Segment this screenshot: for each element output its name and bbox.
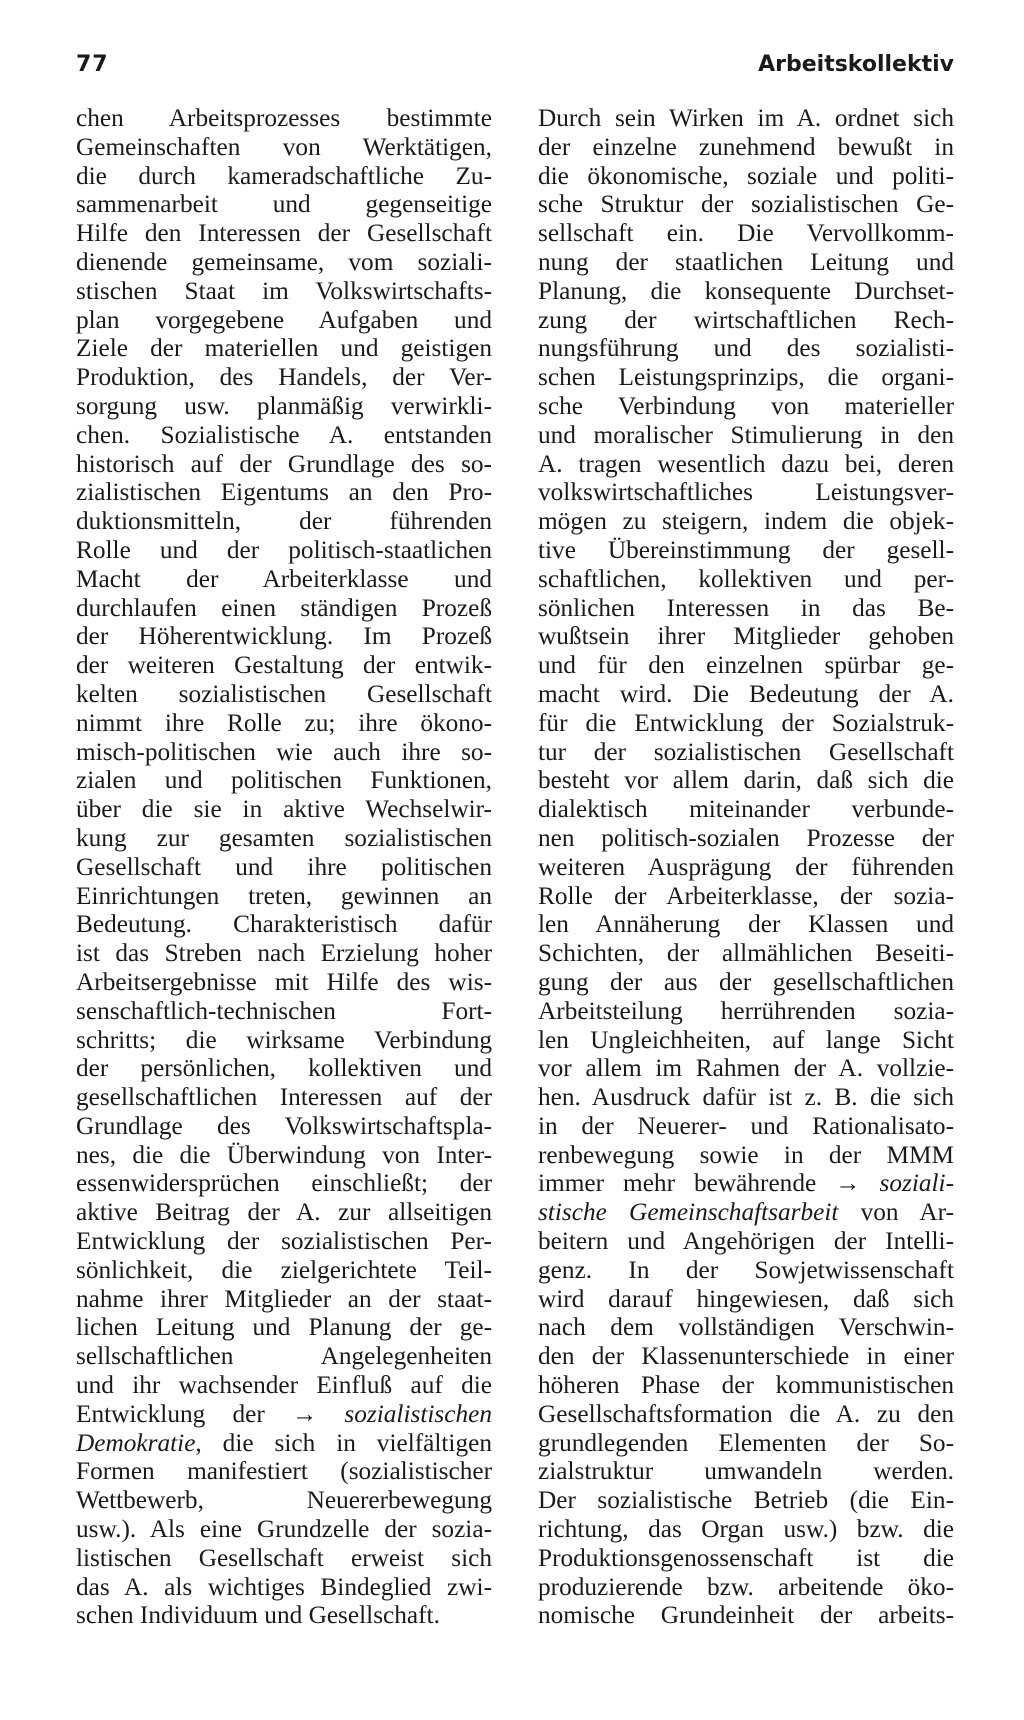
text-run: misch-politischen wie auch ihre so-: [76, 737, 492, 766]
text-run: für die Entwicklung der Sozialstruk-: [538, 708, 954, 737]
text-line: [76, 190, 492, 219]
text-run: dialektisch miteinander verbunde-: [538, 795, 954, 824]
text-run: Schichten, der allmählichen Beseiti-: [538, 939, 954, 968]
text-run: zialen und politischen Funktionen,: [76, 766, 492, 795]
text-line: [76, 709, 492, 738]
text-run: kung zur gesamten sozialistischen: [76, 823, 492, 852]
text-line: [76, 306, 492, 335]
text-line: [76, 1285, 492, 1314]
text-line: [538, 766, 954, 795]
text-run: nahme ihrer Mitglieder an der staat-: [76, 1284, 492, 1313]
text-line: [76, 1342, 492, 1371]
text-line: [76, 565, 492, 594]
text-line: [76, 1313, 492, 1342]
text-line: [538, 450, 954, 479]
text-run: immer mehr bewährende: [538, 1169, 836, 1198]
text-line: [76, 104, 492, 133]
text-run: richtung, das Organ usw.) bzw. die: [538, 1515, 954, 1544]
text-run: sorgung usw. planmäßig verwirkli-: [76, 391, 492, 420]
text-run: listischen Gesellschaft erweist sich: [76, 1543, 492, 1572]
text-line: [76, 421, 492, 450]
text-line: [538, 1285, 954, 1314]
text-line: [538, 1429, 954, 1458]
text-line: [76, 882, 492, 911]
text-line: [538, 738, 954, 767]
text-line: [76, 219, 492, 248]
text-run: Produktionsgenossenschaft ist die: [538, 1543, 954, 1572]
text-run: den der Klassenunterschiede in einer: [538, 1342, 954, 1371]
text-run: kelten sozialistischen Gesellschaft: [76, 679, 492, 708]
text-run: A. tragen wesentlich dazu bei, deren: [538, 449, 954, 478]
text-line: [538, 651, 954, 680]
text-line: [538, 680, 954, 709]
text-run: nung der staatlichen Leitung und: [538, 247, 954, 276]
text-line: [538, 1573, 954, 1602]
text-line: [538, 997, 954, 1026]
text-line: [76, 1169, 492, 1198]
text-run: volkswirtschaftliches Leistungsver-: [538, 478, 954, 507]
text-line: [76, 795, 492, 824]
text-line: [538, 1457, 954, 1486]
text-run: durchlaufen einen ständigen Prozeß: [76, 593, 492, 622]
text-line: [538, 594, 954, 623]
text-run: senschaftlich-technischen Fort-: [76, 996, 492, 1025]
text-line: [538, 104, 954, 133]
text-run: tur der sozialistischen Gesellschaft: [538, 737, 954, 766]
text-line: [538, 277, 954, 306]
text-line: [76, 162, 492, 191]
text-line: [76, 1054, 492, 1083]
text-run: schen Individuum und Gesellschaft.: [76, 1601, 440, 1630]
text-run: schritts; die wirksame Verbindung: [76, 1025, 492, 1054]
text-line: [538, 795, 954, 824]
text-run: gesellschaftlichen Interessen auf der: [76, 1083, 492, 1112]
text-line: [76, 450, 492, 479]
text-run: sammenarbeit und gegenseitige: [76, 190, 492, 219]
text-run: Arbeitsteilung herrührenden sozia-: [538, 996, 954, 1025]
text-line: [538, 507, 954, 536]
text-run: dienende gemeinsame, vom soziali-: [76, 247, 492, 276]
text-line: [538, 1342, 954, 1371]
text-run: weiteren Ausprägung der führenden: [538, 852, 954, 881]
text-line: [538, 1256, 954, 1285]
text-line: [76, 1227, 492, 1256]
text-run: essenwidersprüchen einschließt; der: [76, 1169, 492, 1198]
text-run: Durch sein Wirken im A. ordnet sich: [538, 104, 954, 132]
text-line: [538, 1515, 954, 1544]
running-head: Arbeitskollektiv: [758, 52, 954, 77]
text-line: [538, 1141, 954, 1170]
text-line: [538, 219, 954, 248]
text-line: [76, 248, 492, 277]
text-line: [538, 162, 954, 191]
text-line: [538, 363, 954, 392]
text-run: Hilfe den Interessen der Gesellschaft: [76, 219, 492, 248]
text-run: nach dem vollständigen Verschwin-: [538, 1313, 954, 1342]
text-line: [538, 1112, 954, 1141]
text-run: Entwicklung der sozialistischen Per-: [76, 1227, 492, 1256]
text-line: [76, 910, 492, 939]
text-line: [538, 1198, 954, 1227]
text-run: grundlegenden Elementen der So-: [538, 1428, 954, 1457]
text-run: schaftlichen, kollektiven und per-: [538, 564, 954, 593]
text-line: [538, 421, 954, 450]
text-run: produzierende bzw. arbeitende öko-: [538, 1572, 954, 1601]
text-line: [538, 882, 954, 911]
text-run: Rolle und der politisch-staatlichen: [76, 535, 492, 564]
text-run: mögen zu steigern, indem die objek-: [538, 507, 954, 536]
text-run: vor allem im Rahmen der A. vollzie-: [538, 1054, 954, 1083]
text-run: Entwicklung der: [76, 1399, 292, 1428]
text-run: und ihr wachsender Einfluß auf die: [76, 1371, 492, 1400]
text-line: [76, 939, 492, 968]
text-run: ist das Streben nach Erzielung hoher: [76, 939, 492, 968]
text-run: das A. als wichtiges Bindeglied zwi-: [76, 1572, 492, 1601]
text-run: der persönlichen, kollektiven und: [76, 1054, 492, 1083]
text-run: Ziele der materiellen und geistigen: [76, 334, 492, 363]
text-run: historisch auf der Grundlage des so-: [76, 449, 492, 478]
text-line: [76, 1198, 492, 1227]
text-run: hen. Ausdruck dafür ist z. B. die sich: [538, 1083, 954, 1112]
text-run: Grundlage des Volkswirtschaftspla-: [76, 1111, 492, 1140]
text-run: nungsführung und des sozialisti-: [538, 334, 954, 363]
text-line: [538, 1371, 954, 1400]
text-line: [76, 1429, 492, 1458]
text-line: [76, 680, 492, 709]
text-run: lichen Leitung und Planung der ge-: [76, 1313, 492, 1342]
text-line: [76, 507, 492, 536]
text-run: chen Arbeitsprozesses bestimmte: [76, 104, 492, 132]
text-line: [76, 1083, 492, 1112]
text-line: [76, 392, 492, 421]
text-line: [76, 277, 492, 306]
text-run: besteht vor allem darin, daß sich die: [538, 766, 954, 795]
text-run: , die sich in vielfältigen: [195, 1428, 492, 1457]
text-line: [538, 910, 954, 939]
text-run: Produktion, des Handels, der Ver-: [76, 363, 492, 392]
text-run: genz. In der Sowjetwissenschaft: [538, 1255, 954, 1284]
text-run: höheren Phase der kommunistischen: [538, 1371, 954, 1400]
text-line: [76, 968, 492, 997]
cross-reference: Demokratie: [76, 1428, 196, 1457]
text-line: [76, 334, 492, 363]
text-line: [76, 738, 492, 767]
text-line: [538, 1601, 954, 1630]
text-line: [538, 392, 954, 421]
text-run: len Annäherung der Klassen und: [538, 910, 954, 939]
text-line: [76, 133, 492, 162]
text-line: [76, 1486, 492, 1515]
text-run: nomische Grundeinheit der arbeits-: [538, 1601, 954, 1630]
cross-reference: stische Gemeinschaftsarbeit: [538, 1198, 839, 1227]
text-line: [76, 1601, 492, 1630]
text-line: [76, 1371, 492, 1400]
text-run: und moralischer Stimulierung in den: [538, 420, 954, 449]
text-line: [76, 651, 492, 680]
text-line: [538, 1083, 954, 1112]
text-line: [76, 1112, 492, 1141]
text-run: sellschaftlichen Angelegenheiten: [76, 1342, 492, 1371]
text-line: [538, 190, 954, 219]
text-line: [76, 1400, 492, 1429]
text-run: nimmt ihre Rolle zu; ihre ökono-: [76, 708, 492, 737]
text-line: [538, 565, 954, 594]
text-run: der Höherentwicklung. Im Prozeß: [76, 622, 492, 651]
text-run: tive Übereinstimmung der gesell-: [538, 535, 954, 564]
text-run: Einrichtungen treten, gewinnen an: [76, 881, 492, 910]
text-run: über die sie in aktive Wechselwir-: [76, 795, 492, 824]
page-number: 77: [76, 52, 109, 77]
text-line: [538, 1026, 954, 1055]
text-run: nen politisch-sozialen Prozesse der: [538, 823, 954, 852]
text-line: [76, 1457, 492, 1486]
text-line: [538, 1169, 954, 1198]
text-run: gung der aus der gesellschaftlichen: [538, 967, 954, 996]
text-run: Planung, die konsequente Durchset-: [538, 276, 954, 305]
text-line: [538, 1486, 954, 1515]
text-line: [76, 1544, 492, 1573]
text-line: [76, 478, 492, 507]
text-run: Der sozialistische Betrieb (die Ein-: [538, 1486, 954, 1515]
text-run: nes, die die Überwindung von Inter-: [76, 1140, 492, 1169]
text-line: [538, 853, 954, 882]
text-line: [76, 1515, 492, 1544]
text-run: beitern und Angehörigen der Intelli-: [538, 1227, 954, 1256]
text-run: die ökonomische, soziale und politi-: [538, 161, 954, 190]
text-line: [76, 622, 492, 651]
text-run: zialistischen Eigentums an den Pro-: [76, 478, 492, 507]
text-line: [538, 133, 954, 162]
text-line: [76, 997, 492, 1026]
text-run: plan vorgegebene Aufgaben und: [76, 305, 492, 334]
text-run: renbewegung sowie in der MMM: [538, 1140, 954, 1169]
text-line: [538, 248, 954, 277]
text-line: [538, 968, 954, 997]
text-run: usw.). Als eine Grundzelle der sozia-: [76, 1515, 492, 1544]
text-line: [538, 478, 954, 507]
text-line: [76, 1256, 492, 1285]
text-run: sönlichkeit, die zielgerichtete Teil-: [76, 1255, 492, 1284]
text-line: [76, 853, 492, 882]
text-run: Rolle der Arbeiterklasse, der sozia-: [538, 881, 954, 910]
left-text-column: [76, 104, 492, 1630]
text-line: [76, 594, 492, 623]
text-run: Arbeitsergebnisse mit Hilfe des wis-: [76, 967, 492, 996]
text-line: [76, 824, 492, 853]
text-line: [76, 363, 492, 392]
text-run: aktive Beitrag der A. zur allseitigen: [76, 1198, 492, 1227]
text-line: [538, 1227, 954, 1256]
text-run: wird darauf hingewiesen, daß sich: [538, 1284, 954, 1313]
text-run: sönlichen Interessen in das Be-: [538, 593, 954, 622]
text-line: [538, 1313, 954, 1342]
text-line: [538, 1400, 954, 1429]
text-line: [538, 939, 954, 968]
text-run: stischen Staat im Volkswirtschafts-: [76, 276, 492, 305]
text-run: der weiteren Gestaltung der entwik-: [76, 651, 492, 680]
text-run: schen Leistungsprinzips, die organi-: [538, 363, 954, 392]
right-text-column: [538, 104, 954, 1630]
text-line: [538, 334, 954, 363]
text-run: Gesellschaft und ihre politischen: [76, 852, 492, 881]
page-header: [76, 52, 954, 86]
text-run: chen. Sozialistische A. entstanden: [76, 420, 492, 449]
text-line: [76, 766, 492, 795]
text-run: in der Neuerer- und Rationalisato-: [538, 1111, 954, 1140]
text-run: wußtsein ihrer Mitglieder gehoben: [538, 622, 954, 651]
text-run: zung der wirtschaftlichen Rech-: [538, 305, 954, 334]
text-line: [538, 709, 954, 738]
text-line: [538, 622, 954, 651]
text-run: duktionsmitteln, der führenden: [76, 507, 492, 536]
text-run: len Ungleichheiten, auf lange Sicht: [538, 1025, 954, 1054]
text-run: die durch kameradschaftliche Zu-: [76, 161, 492, 190]
text-line: [76, 536, 492, 565]
text-line: [538, 824, 954, 853]
text-run: Wettbewerb, Neuererbewegung: [76, 1486, 492, 1515]
text-run: Macht der Arbeiterklasse und: [76, 564, 492, 593]
text-run: zialstruktur umwandeln werden.: [538, 1457, 954, 1486]
text-run: sche Struktur der sozialistischen Ge-: [538, 190, 954, 219]
text-run: sellschaft ein. Die Vervollkomm-: [538, 219, 954, 248]
text-line: [76, 1141, 492, 1170]
text-run: Gesellschaftsformation die A. zu den: [538, 1399, 954, 1428]
text-run: macht wird. Die Bedeutung der A.: [538, 679, 954, 708]
text-run: der einzelne zunehmend bewußt in: [538, 132, 954, 161]
text-run: Gemeinschaften von Werktätigen,: [76, 132, 492, 161]
text-run: und für den einzelnen spürbar ge-: [538, 651, 954, 680]
text-line: [538, 1544, 954, 1573]
text-line: [76, 1026, 492, 1055]
text-line: [538, 1054, 954, 1083]
text-line: [76, 1573, 492, 1602]
text-run: sche Verbindung von materieller: [538, 391, 954, 420]
cross-reference: → sozialistischen: [291, 1399, 492, 1428]
text-line: [538, 536, 954, 565]
text-line: [538, 306, 954, 335]
text-run: von Ar-: [838, 1198, 954, 1227]
text-run: Bedeutung. Charakteristisch dafür: [76, 910, 492, 939]
cross-reference: → soziali-: [835, 1169, 954, 1198]
text-run: Formen manifestiert (sozialistischer: [76, 1457, 492, 1486]
